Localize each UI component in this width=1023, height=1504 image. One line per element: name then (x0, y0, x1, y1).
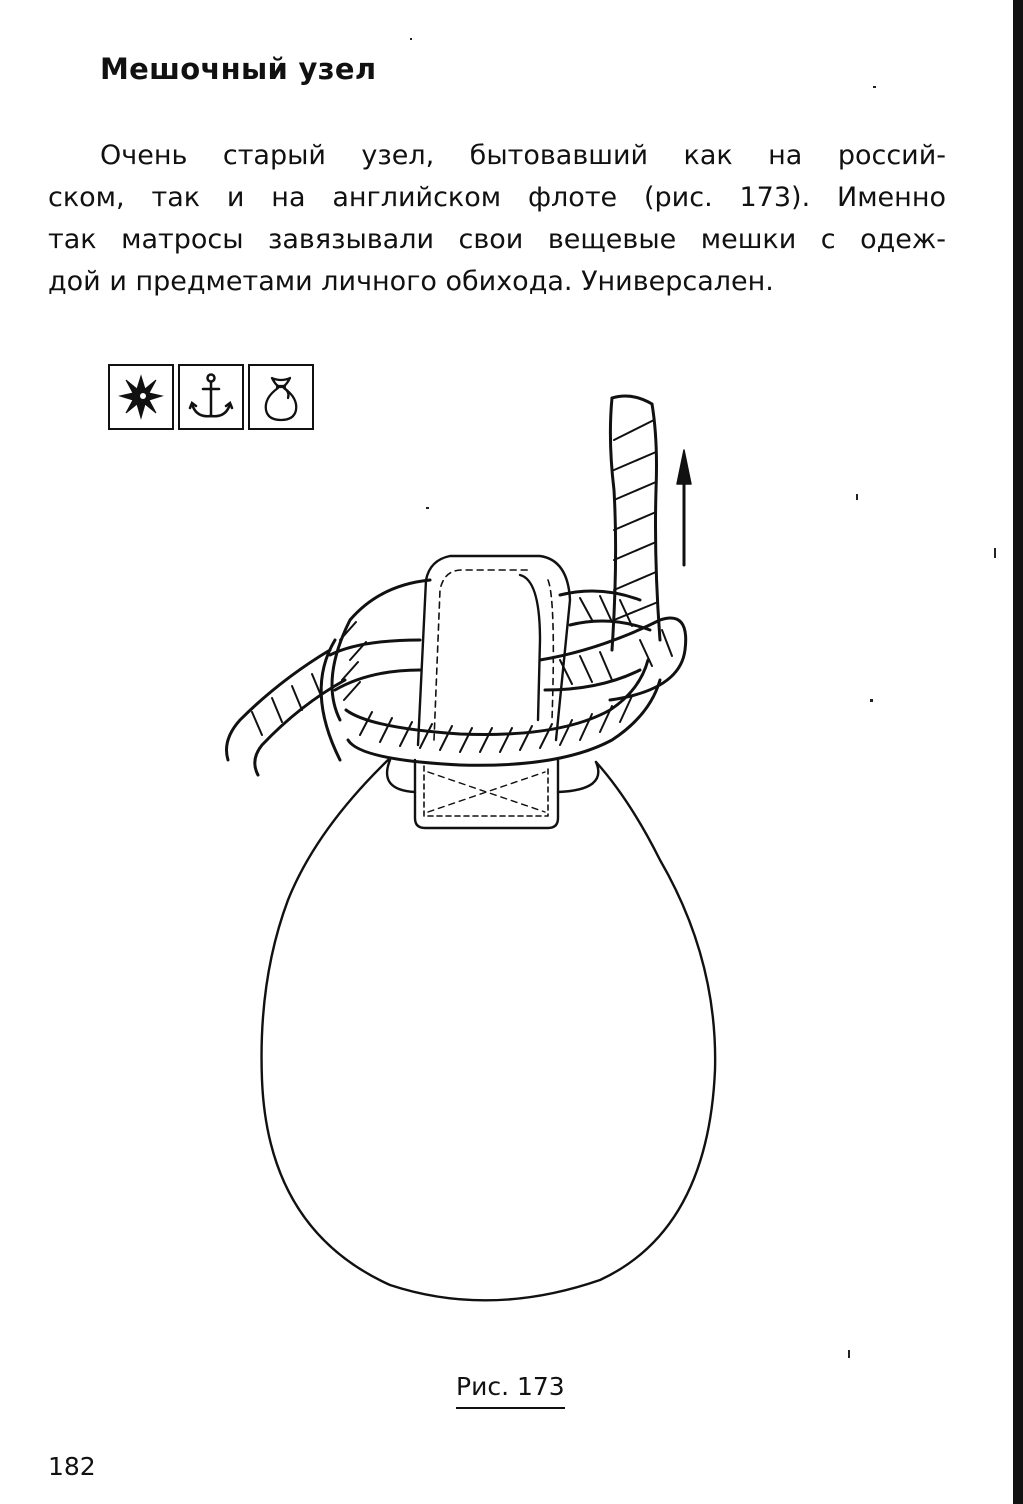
scan-speck (410, 38, 412, 40)
rope-end-left (227, 650, 331, 760)
scan-speck (994, 548, 996, 558)
page-title: Мешочный узел (100, 52, 377, 86)
sack-knot-illustration (200, 380, 760, 1360)
scan-speck (848, 1350, 850, 1358)
article-paragraph (48, 135, 946, 303)
rope-end-up (610, 398, 615, 650)
sack-outline (262, 760, 716, 1300)
paragraph-line: ском, так и на английском флоте (рис. 173). Именно (48, 182, 946, 213)
paragraph-line: дой и предметами личного обихода. Универсален. (48, 266, 774, 297)
scan-speck (873, 86, 876, 88)
strap-plate (415, 760, 558, 828)
page-edge (1013, 0, 1023, 1504)
paragraph-line: так матросы завязывали свои вещевые мешки с одеж- (48, 224, 946, 255)
scan-speck (870, 699, 873, 702)
scan-speck (426, 507, 429, 509)
paragraph-line: Очень старый узел, бытовавший как на россий- (100, 140, 946, 171)
page-number: 182 (48, 1452, 96, 1481)
figure-caption: Рис. 173 (456, 1372, 565, 1409)
star-burst-icon (108, 364, 174, 430)
scan-speck (856, 494, 858, 500)
rope-coil (321, 580, 686, 765)
